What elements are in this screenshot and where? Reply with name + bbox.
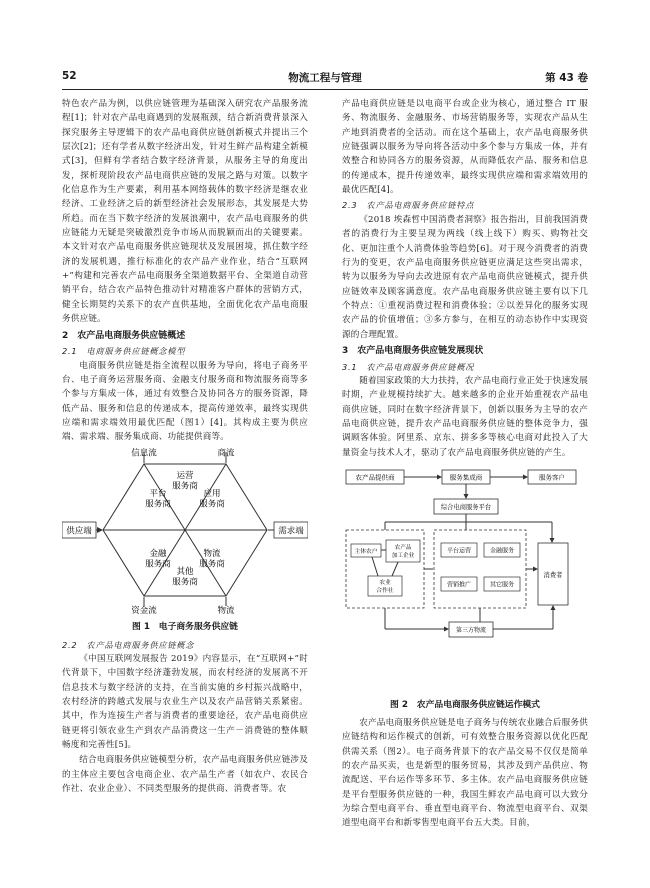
segment-operation-provider: 服务商	[172, 481, 198, 492]
journal-name: 物流工程与管理	[288, 72, 362, 84]
agri-ecommerce-service-supply-chain-diagram	[342, 464, 588, 692]
paragraph: 特色农产品为例，以供应链管理为基础深入研究农产品服务流程[1]；针对农产品电商遇到的发展瓶颈，结合新消费背景深入探究服务主导逻辑下的农产品电商供应链创新模式并提出三个层次[2]；还有学者从数字经济出发，针对生鲜产品构建全新模式[3]，但鲜有学者结合数字经济背景，从服务主导的角度出发，探析现阶段农产品电商供应链的发展之路与对策。以数字化信息作为生产要素，利用基本网络载体的数字经济是继农业经济、工业经济之后的新型经济社会发展形态，其发展是大势所趋。而在当下数字经济的发展浪潮中，农产品电商服务的供应链能力无疑是突破激烈竞争市场从而脱颖而出的关键要素。本文针对农产品电商服务供应链现状及发展困境，抓住数字经济的发展机遇，推行标准化的农产品产业作业，结合“互联网+”构建和完善农产品电商服务全渠道数据平台、全渠道自动营销平台，结合农产品特色推动针对精准客户群体的营销方式，健全长期契约关系下的农产直供基地，全面优化农产品电商服务供应链。	[62, 99, 308, 325]
demand-end-label: 需求端	[278, 526, 304, 537]
logistics-flow-label: 物流	[217, 605, 235, 614]
farmer-box: 主体农户	[354, 549, 378, 556]
other-services-box: 其它服务	[489, 581, 515, 589]
segment-logistics-provider: 服务商	[199, 559, 225, 570]
svg-text:加工企业: 加工企业	[391, 553, 415, 560]
figure-2	[342, 464, 588, 692]
paragraph: 随着国家政策的大力扶持，农产品电商行业正处于快速发展时期，产业规模持续扩大。越来越多的企业开始重视农产品电商供应链，同时在数字经济背景下，创新以服务为主导的农产品电商供应链，提升农产品电商服务供应链的整体竞争力，强调顾客体验。阿里系、京东、拼多多等核心电商对此投入了大量资金与技术人才，驱动了农产品电商服务供应链的产生。	[342, 376, 588, 458]
svg-text:合作社: 合作社	[376, 588, 394, 595]
volume-label: 第 43 卷	[545, 72, 588, 84]
service-customer-box: 服务客户	[539, 473, 565, 482]
marketing-box: 营销推广	[446, 581, 472, 589]
section-heading: 3 农产品电商服务供应链发展现状	[342, 346, 484, 356]
paragraph: 产品电商供应链是以电商平台或企业为核心，通过整合 IT 服务、物流服务、金融服务、市场营销服务等，实现农产品从生产地到消费者的全活动。而在这个基础上，农产品电商服务供应链强调以服务为导向将各活动中多个参与方集成一体，并有效整合和协同各方的服务资源，从而降低农产品、服务和信息的传递成本，提升传递效率，最终实现供应端和需求端效用的最优匹配[4]。	[342, 99, 588, 196]
figure-2-caption: 图 2 农产品电商服务供应链运作模式	[390, 700, 540, 711]
figure-1-caption: 图 1 电子商务服务供应链	[132, 621, 238, 632]
third-party-logistics-box: 第三方物流	[455, 627, 487, 635]
figure-1	[62, 446, 308, 614]
e-commerce-service-supply-chain-diagram	[62, 446, 308, 614]
segment-finance-provider: 服务商	[145, 559, 171, 570]
subsection-heading: 2.1 电商服务供应链概念模型	[62, 346, 186, 356]
segment-other-provider: 服务商	[172, 577, 198, 588]
finance-box: 金融服务	[489, 547, 515, 555]
platform-box: 综合电商服务平台	[440, 504, 492, 512]
subsection-heading: 2.3 农产品电商服务供应链特点	[342, 200, 475, 211]
producer-provider-box: 农产品提供商	[355, 473, 395, 482]
subsection-heading: 3.1 农产品电商服务供应链概况	[342, 361, 475, 372]
service-integrator-box: 服务集成商	[449, 473, 483, 482]
right-column	[342, 97, 588, 832]
commerce-flow-label: 商流	[217, 448, 235, 459]
section-heading: 2 农产品电商服务供应链概述	[62, 330, 186, 341]
paragraph: 电商服务供应链是指全流程以服务为导向，将电子商务平台、电子商务运营服务商、金融支付服务商和物流服务商等多个参与方集成一体，通过有效整合及协同各方的服务资源，降低产品、服务和信息的传递成本，提高传递效率，最终实现供应端和需求端效用最优匹配（图1）[4]。其构成主要为供应端、需求端、服务集成商、功能提供商等。	[62, 360, 308, 443]
platform-ops-box: 平台运营	[446, 547, 472, 555]
segment-application-provider: 服务商	[199, 499, 225, 510]
information-flow-label: 信息流	[131, 448, 157, 459]
capital-flow-label: 资金流	[131, 605, 157, 614]
paragraph: 结合电商服务供应链模型分析，农产品电商服务供应链涉及的主体应主要包含电商企业、农产品生产者（如农户、农民合作社、农业企业）、不同类型服务的提供商、消费者等。农	[62, 755, 308, 795]
segment-finance-provider: 金融	[149, 548, 167, 559]
segment-application-provider: 应用	[203, 488, 221, 499]
consumer-box: 消费者	[543, 572, 563, 580]
segment-other-provider: 其他	[176, 566, 194, 577]
header-rule	[62, 89, 588, 90]
paragraph: 《2018 埃森哲中国消费者洞察》报告指出，目前我国消费者的消费行为主要呈现为两线（线上线下）购买、购物社交化、更加注重个人消费体验等趋势[6]。对于现今消费者的消费行为的变更，农产品电商服务供应链更应满足这些突出需求，转为以服务为导向去改进原有农产品电商供应链模式，提升供应链效率及顾客满意度。农产品电商服务供应链主要有以下几个特点：①重视消费过程和消费体验；②以差异化的服务实现农产品的价值增值；③多方参与，在相互的动态协作中实现资源的合理配置。	[342, 214, 588, 340]
subsection-heading: 2.2 农产品电商服务供应链概念	[62, 639, 195, 650]
left-column	[62, 97, 308, 798]
paragraph: 《中国互联网发展报告 2019》内容显示，在“互联网+”时代背景下，中国数字经济蓬勃发展，而农村经济的发展离不开信息技术与数字经济的支持，在当前实施的乡村振兴战略中，农村经济的跨越式发展与农业生产以及农产品营销关系紧密。其中，作为连接生产者与消费者的重要途径，农产品电商供应链更将引领农业生产到农产品消费这一生产－消费链的整体顺畅度和完善性[5]。	[62, 654, 308, 751]
svg-text:农产品: 农产品	[394, 545, 412, 552]
segment-logistics-provider: 物流	[203, 548, 221, 559]
segment-operation-provider: 运营	[176, 470, 194, 481]
page-number: 52	[62, 70, 77, 82]
paragraph: 农产品电商服务供应链是电子商务与传统农业融合后服务供应链结构和运作模式的创新，可有效整合服务资源以优化匹配供需关系（图2）。电子商务背景下的农产品交易不仅仅是简单的农产品买卖，也是新型的服务贸易，其涉及到产品供应、物流配送、平台运作等多环节、多主体。农产品电商服务供应链是平台型服务供应链的一种，我国生鲜农产品电商可以大致分为综合型电商平台、垂直型电商平台、物流型电商平台、双渠道型电商平台和新零售型电商平台五大类。目前，	[342, 718, 588, 829]
segment-platform-provider: 平台	[149, 488, 167, 499]
supply-end-label: 供应端	[66, 526, 92, 537]
segment-platform-provider: 服务商	[145, 499, 171, 510]
running-header	[62, 70, 588, 86]
svg-text:农业: 农业	[379, 580, 391, 587]
